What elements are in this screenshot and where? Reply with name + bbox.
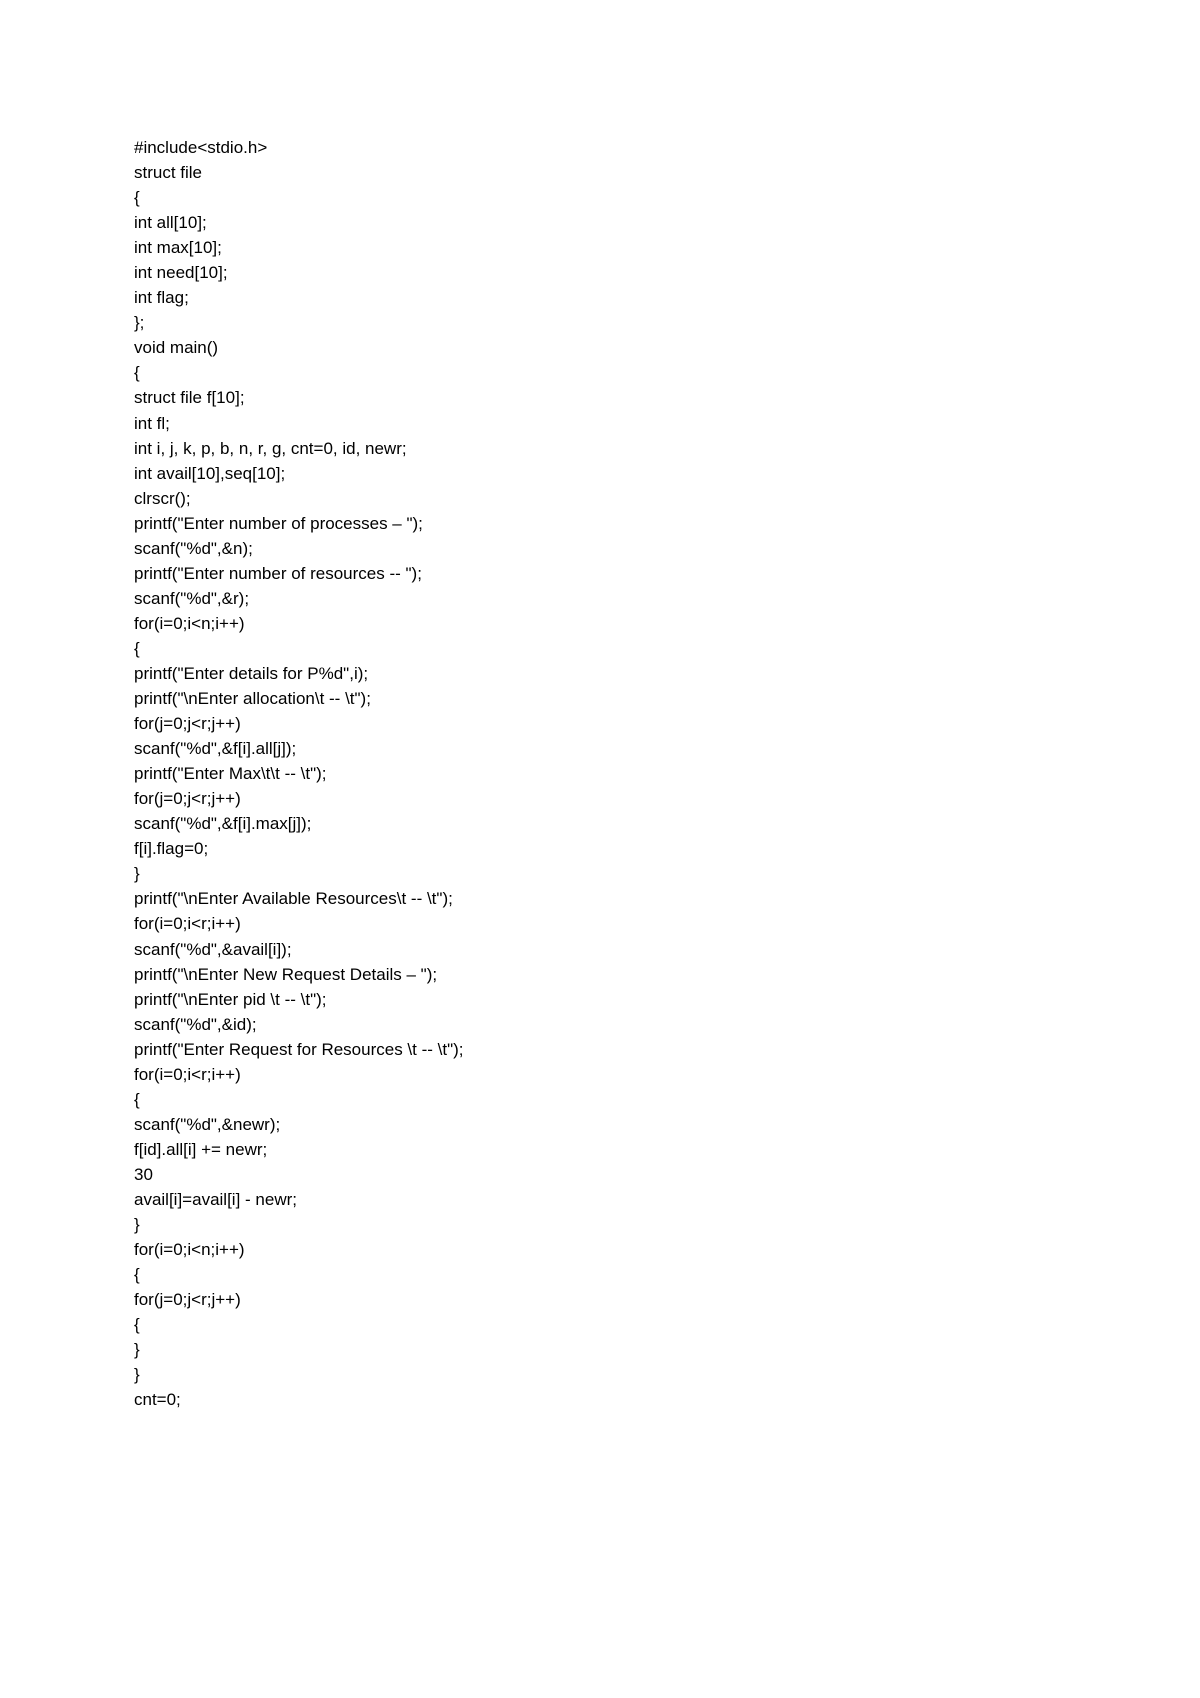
code-line: } xyxy=(134,864,140,884)
code-line: int need[10]; xyxy=(134,263,228,283)
code-line: scanf("%d",&r); xyxy=(134,588,250,608)
code-line: { xyxy=(134,638,140,658)
code-line: void main() xyxy=(134,338,219,358)
code-line: cnt=0; xyxy=(134,1390,181,1410)
code-line: scanf("%d",&avail[i]); xyxy=(134,939,292,959)
code-line: int avail[10],seq[10]; xyxy=(134,463,286,483)
code-line: printf("\nEnter Available Resources\t -- \t"); xyxy=(134,889,453,909)
code-line: scanf("%d",&f[i].max[j]); xyxy=(134,814,312,834)
code-line: } xyxy=(134,1215,140,1235)
code-line: printf("\nEnter pid \t -- \t"); xyxy=(134,989,327,1009)
code-line: }; xyxy=(134,313,145,333)
code-line: printf("\nEnter allocation\t -- \t"); xyxy=(134,689,371,709)
code-line: for(i=0;i<n;i++) xyxy=(134,1240,245,1260)
code-line: { xyxy=(134,1089,140,1109)
code-line: printf("Enter details for P%d",i); xyxy=(134,663,369,683)
code-line: for(j=0;j<r;j++) xyxy=(134,1290,241,1310)
code-line: for(j=0;j<r;j++) xyxy=(134,714,241,734)
code-line: for(i=0;i<r;i++) xyxy=(134,1064,241,1084)
code-line: clrscr(); xyxy=(134,488,191,508)
code-line: printf("Enter number of processes – "); xyxy=(134,513,423,533)
code-line: scanf("%d",&f[i].all[j]); xyxy=(134,739,297,759)
code-line: 30 xyxy=(134,1164,153,1184)
code-line: scanf("%d",&id); xyxy=(134,1014,257,1034)
code-line: #include<stdio.h> xyxy=(134,138,268,157)
code-line: for(i=0;i<n;i++) xyxy=(134,613,245,633)
code-line: scanf("%d",&n); xyxy=(134,538,253,558)
code-line: { xyxy=(134,363,140,383)
code-listing xyxy=(134,135,464,1412)
code-line: int all[10]; xyxy=(134,213,207,233)
code-line: } xyxy=(134,1365,140,1385)
code-line: printf("Enter Request for Resources \t -- \t"); xyxy=(134,1039,464,1059)
code-line: } xyxy=(134,1340,140,1360)
code-line: int fl; xyxy=(134,413,170,433)
code-line: scanf("%d",&newr); xyxy=(134,1114,281,1134)
code-line: { xyxy=(134,1315,140,1335)
code-line: printf("\nEnter New Request Details – "); xyxy=(134,964,438,984)
code-line: int i, j, k, p, b, n, r, g, cnt=0, id, newr; xyxy=(134,438,407,458)
code-line: printf("Enter number of resources -- "); xyxy=(134,563,422,583)
code-line: f[id].all[i] += newr; xyxy=(134,1139,268,1159)
code-line: for(j=0;j<r;j++) xyxy=(134,789,241,809)
code-line: { xyxy=(134,188,140,208)
code-line: struct file xyxy=(134,163,203,183)
code-line: printf("Enter Max\t\t -- \t"); xyxy=(134,764,327,784)
code-line: struct file f[10]; xyxy=(134,388,245,408)
code-line: int max[10]; xyxy=(134,238,222,258)
code-line: f[i].flag=0; xyxy=(134,839,209,859)
code-line: for(i=0;i<r;i++) xyxy=(134,914,241,934)
code-line: int flag; xyxy=(134,288,189,308)
code-line: { xyxy=(134,1265,140,1285)
code-line: avail[i]=avail[i] - newr; xyxy=(134,1189,297,1209)
